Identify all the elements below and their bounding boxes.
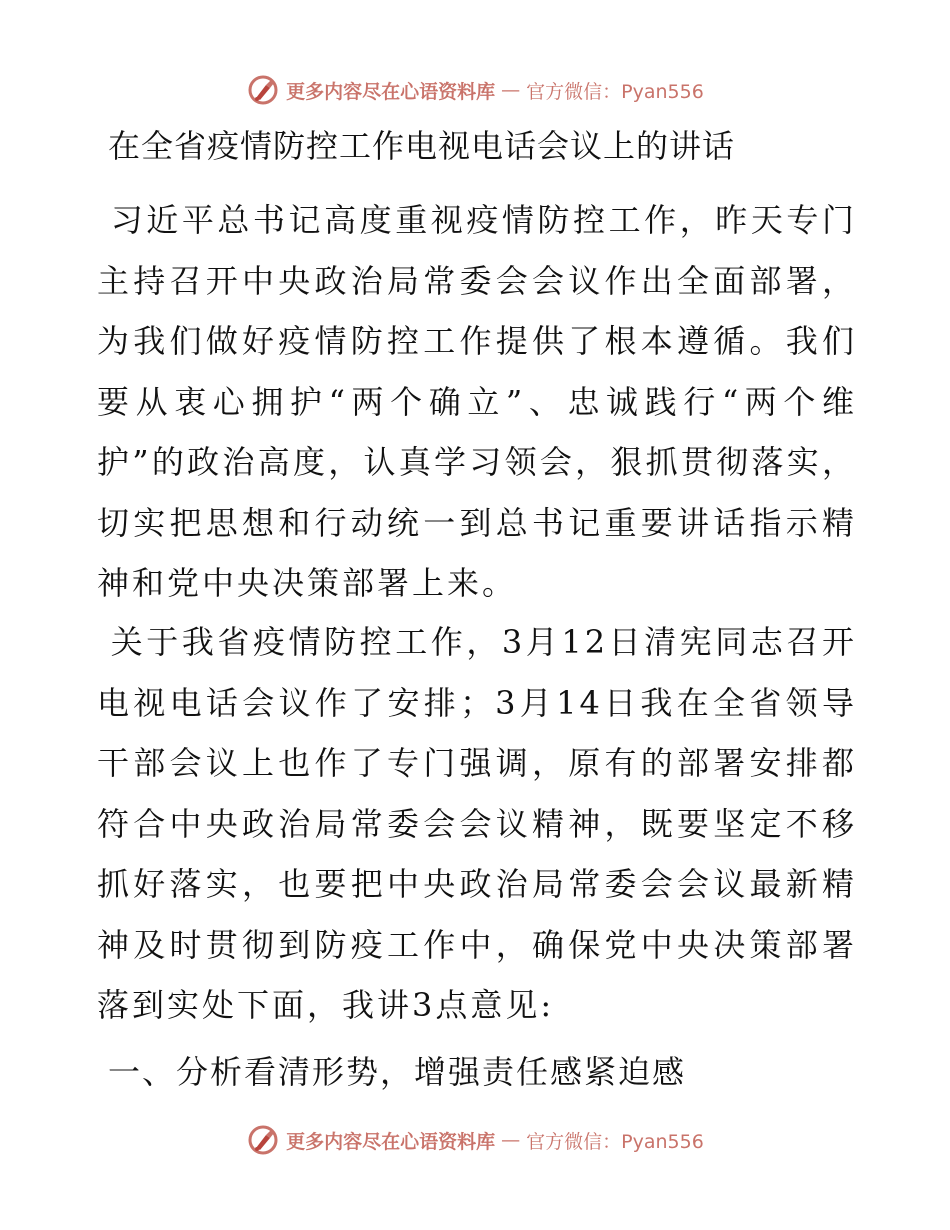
- pen-nib-logo-icon: [246, 1123, 280, 1157]
- paragraph-1: 习近平总书记高度重视疫情防控工作，昨天专门主持召开中央政治局常委会会议作出全面部署，为我们做好疫情防控工作提供了根本遵循。我们要从衷心拥护“两个确立”、忠诚践行“两个维护”的政治高度，认真学习领会，狠抓贯彻落实，切实把思想和行动统一到总书记重要讲话指示精神和党中央决策部署上来。: [97, 201, 857, 602]
- watermark-dash: —: [501, 79, 521, 101]
- watermark-wechat-text: 官方微信：Pyan556: [526, 1130, 704, 1153]
- pen-nib-logo-icon: [246, 73, 280, 107]
- watermark-header: [0, 70, 950, 110]
- watermark-footer: [0, 1120, 950, 1160]
- watermark-main-text: 更多内容尽在心语资料库: [286, 80, 496, 103]
- watermark-dash: —: [501, 1129, 521, 1151]
- watermark-wechat-text: 官方微信：Pyan556: [526, 80, 704, 103]
- page-title: 在全省疫情防控工作电视电话会议上的讲话: [108, 127, 736, 165]
- paragraph-2: 关于我省疫情防控工作，3月12日清宪同志召开电视电话会议作了安排；3月14日我在全省领导干部会议上也作了专门强调，原有的部署安排都符合中央政治局常委会会议精神，既要坚定不移抓好落实，也要把中央政治局常委会会议最新精神及时贯彻到防疫工作中，确保党中央决策部署落到实处下面，我讲3点意见:: [97, 623, 857, 1024]
- watermark-main-text: 更多内容尽在心语资料库: [286, 1130, 496, 1153]
- section-heading-1: 一、分析看清形势，增强责任感紧迫感: [108, 1053, 687, 1091]
